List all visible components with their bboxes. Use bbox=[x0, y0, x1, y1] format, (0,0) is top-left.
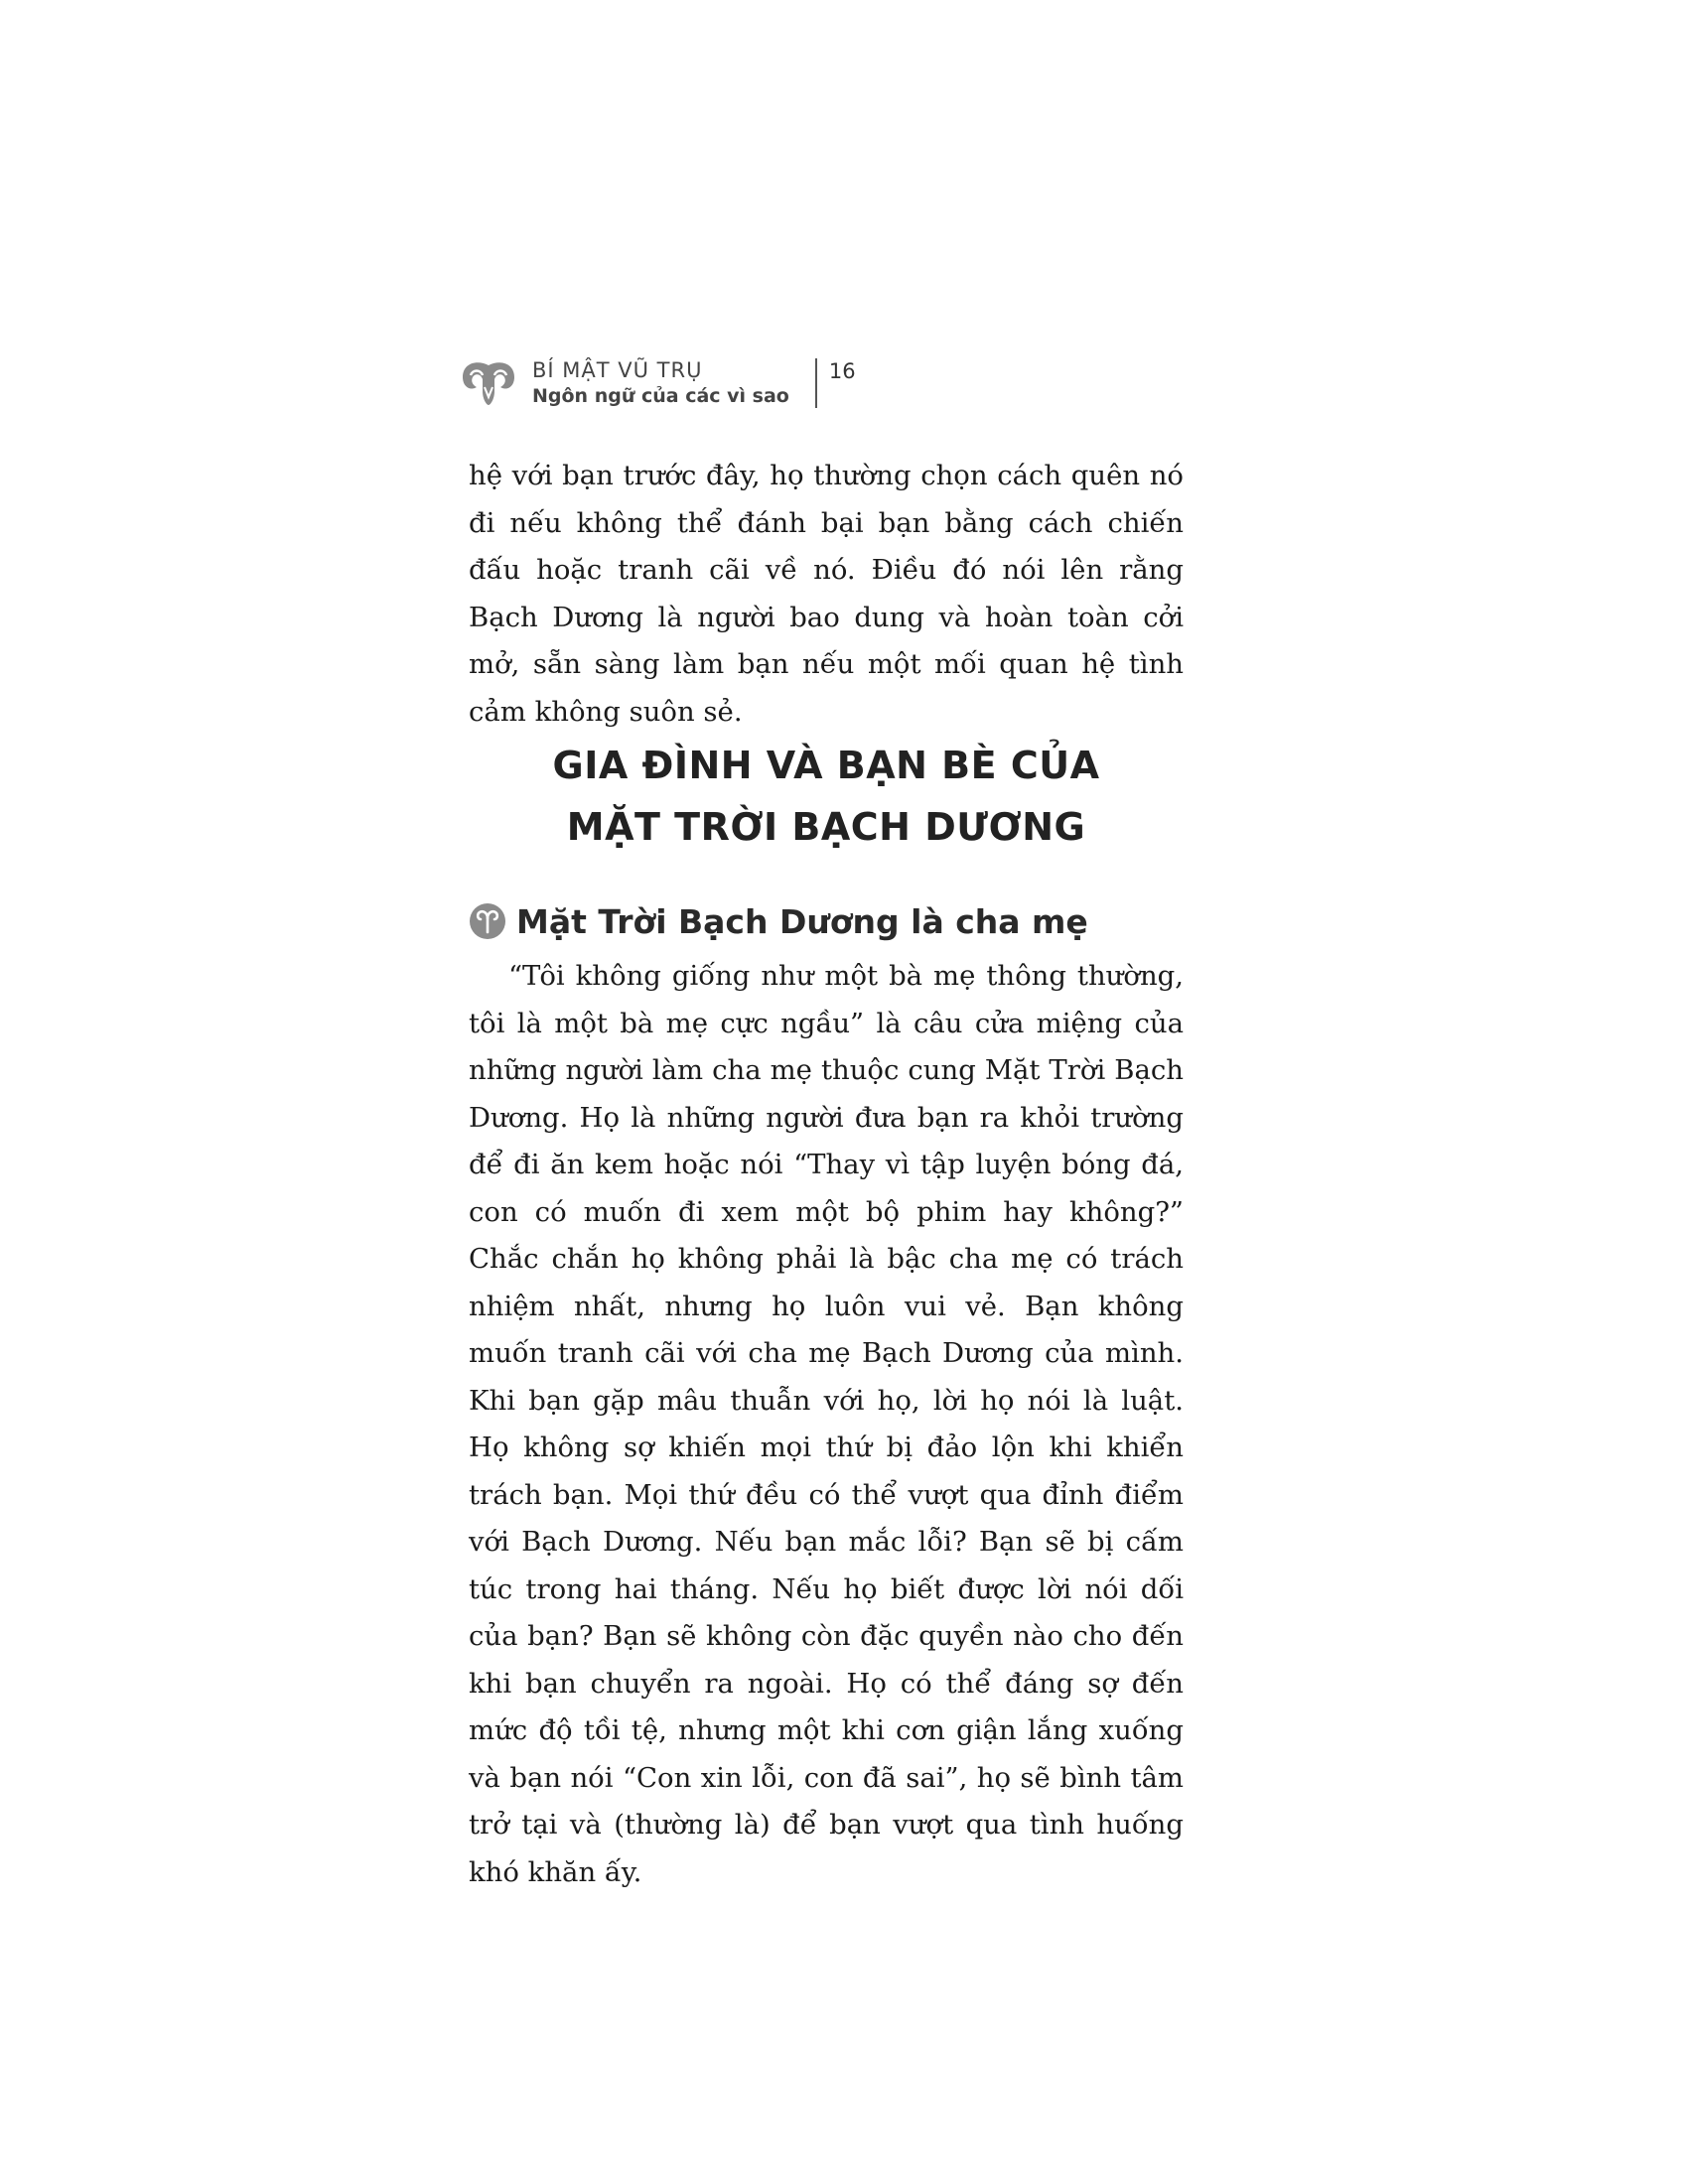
book-title: BÍ MẬT VŨ TRỤ bbox=[532, 358, 703, 382]
header-text bbox=[532, 357, 789, 409]
section-heading bbox=[469, 735, 1184, 858]
aries-symbol-icon bbox=[469, 902, 506, 940]
book-subtitle: Ngôn ngữ của các vì sao bbox=[532, 385, 789, 407]
ram-head-icon bbox=[459, 357, 518, 409]
section-heading-line-1: GIA ĐÌNH VÀ BẠN BÈ CỦA bbox=[552, 744, 1100, 787]
header-divider bbox=[815, 358, 817, 408]
subheading-text: Mặt Trời Bạch Dương là cha mẹ bbox=[516, 901, 1088, 941]
body-paragraph-2: “Tôi không giống như một bà mẹ thông thường, tôi là một bà mẹ cực ngầu” là câu cửa miệng của những người làm cha mẹ thuộc cung Mặt Trời Bạch Dương. Họ là những người đưa bạn ra khỏi trường để đi ăn kem hoặc nói “Thay vì tập luyện bóng đá, con có muốn đi xem một bộ phim hay không?” Chắc chắn họ không phải là bậc cha mẹ có trách nhiệm nhất, nhưng họ luôn vui vẻ. Bạn không muốn tranh cãi với cha mẹ Bạch Dương của mình. Khi bạn gặp mâu thuẫn với họ, lời họ nói là luật. Họ không sợ khiến mọi thứ bị đảo lộn khi khiển trách bạn. Mọi thứ đều có thể vượt qua đỉnh điểm với Bạch Dương. Nếu bạn mắc lỗi? Bạn sẽ bị cấm túc trong hai tháng. Nếu họ biết được lời nói dối của bạn? Bạn sẽ không còn đặc quyền nào cho đến khi bạn chuyển ra ngoài. Họ có thể đáng sợ đến mức độ tồi tệ, nhưng một khi cơn giận lắng xuống và bạn nói “Con xin lỗi, con đã sai”, họ sẽ bình tâm trở tại và (thường là) để bạn vượt qua tình huống khó khăn ấy. bbox=[469, 960, 1184, 1888]
subheading bbox=[469, 893, 1088, 949]
running-header bbox=[459, 353, 856, 413]
body-paragraph-1: hệ với bạn trước đây, họ thường chọn cách quên nó đi nếu không thể đánh bại bạn bằng cách chiến đấu hoặc tranh cãi về nó. Điều đó nói lên rằng Bạch Dương là người bao dung và hoàn toàn cởi mở, sẵn sàng làm bạn nếu một mối quan hệ tình cảm không suôn sẻ. bbox=[469, 460, 1184, 728]
page-number: 16 bbox=[828, 359, 856, 383]
section-heading-line-2: MẶT TRỜI BẠCH DƯƠNG bbox=[566, 805, 1086, 849]
